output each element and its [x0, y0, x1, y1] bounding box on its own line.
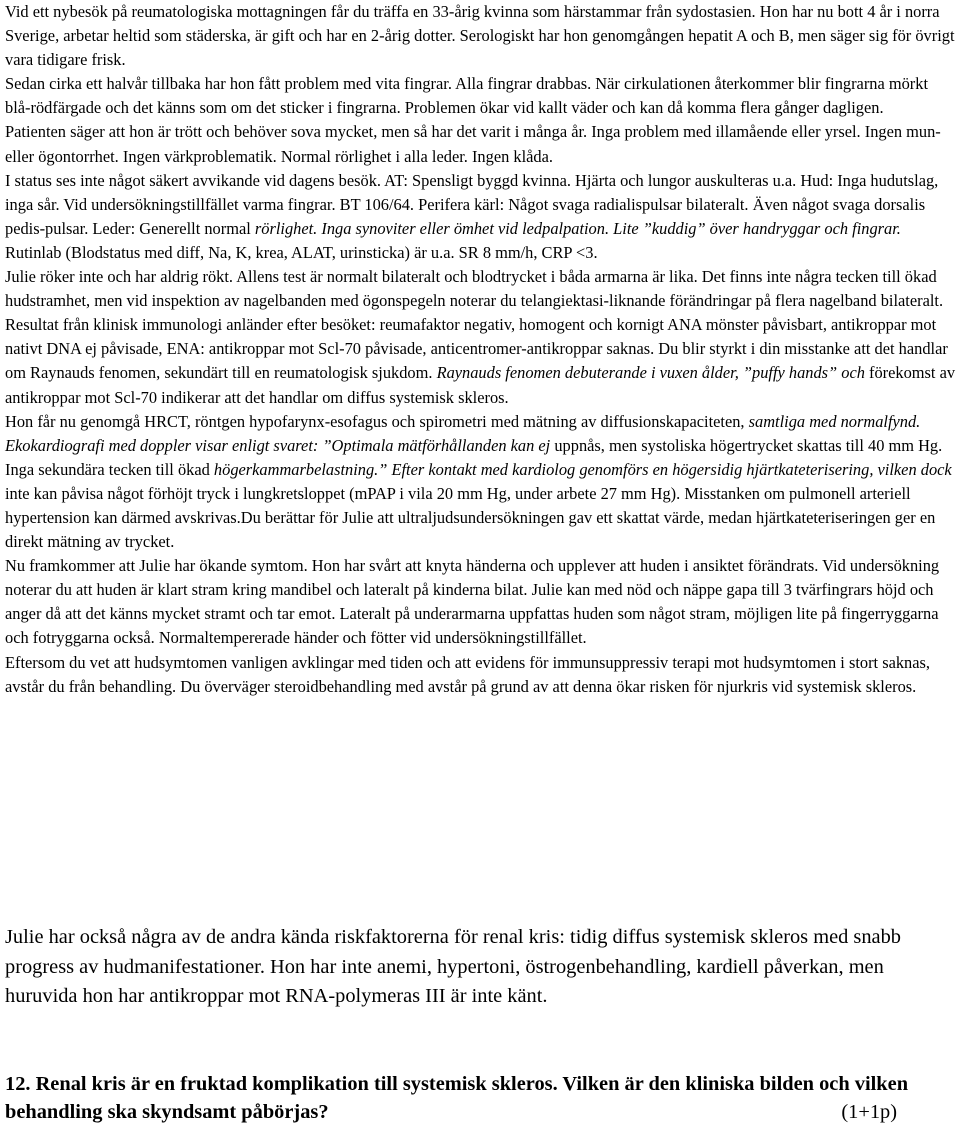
risk-factor-context: Julie har också några av de andra kända riskfaktorerna för renal kris: tidig diffus systemisk skleros med snabb progress av hudmanifestationer. Hon har inte anemi, hypertoni, östrogenbehandling, kardiell påverkan, men huruvida hon har antikroppar mot RNA-polymeras III är inte känt.: [5, 926, 901, 1008]
investigations-text-mid: uppnås, men systoliska högertrycket skattas till 40 mm Hg. Inga sekundära tecken till ökad: [5, 435, 943, 479]
question-points: (1+1p): [841, 1101, 897, 1123]
investigations-text-italic: samtliga med normalfynd. Ekokardiografi med doppler visar enligt svaret: ”Optimala mätförhållanden kan ej: [5, 411, 921, 455]
case-description: [5, 0, 957, 699]
case-paragraph-symptoms: Sedan cirka ett halvår tillbaka har hon fått problem med vita fingrar. Alla fingrar drabbas. När cirkulationen återkommer blir fingrarna mörkt blå-rödfärgade och det känns som om det sticker i fingrarna. Problemen ökar vid kallt väder och kan då komma flera gånger dagligen.: [5, 74, 929, 118]
investigations-text-italic-2: högerkammarbelastning.” Efter kontakt med kardiolog genomförs en högersidig hjärtkateterisering, vilken dock: [213, 459, 952, 479]
investigations-text-tail: inte kan påvisa något förhöjt tryck i lungkretsloppet (mPAP i vila 20 mm Hg, under arbete 27 mm Hg). Misstanken om pulmonell arteriell hypertension kan därmed avskrivas.Du berättar för Julie att ultraljudsundersökningen gav ett skattat värde, medan hjärtkateteriseringen ger en direkt mätning av trycket.: [5, 483, 936, 552]
status-text-italic: rörlighet. Inga synoviter eller ömhet vid ledpalpation. Lite ”kuddig” över handryggar och fingrar.: [254, 218, 901, 238]
exam-question: [5, 1070, 955, 1126]
case-paragraph-treatment: Eftersom du vet att hudsymtomen vanligen avklingar med tiden och att evidens för immunsuppressiv terapi mot hudsymtomen i stort saknas, avstår du från behandling. Du överväger steroidbehandling med avstår på grund av att denna ökar risken för njurkris vid systemisk skleros.: [5, 652, 930, 696]
case-paragraph-progression: Nu framkommer att Julie har ökande symtom. Hon har svårt att knyta händerna och upplever att huden i ansiktet förändrats. Vid undersökning noterar du att huden är klart stram kring mandibel och lateralt på kinderna bilat. Julie kan med nöd och näppe gapa till 3 tvärfingrars höjd och anger då att det känns mycket stramt och tar emot. Lateralt på underarmarna uppfattas huden som något stram, möjligen lite på fingerryggarna och fotryggarna också. Normaltempererade händer och fötter vid undersökningstillfället.: [5, 556, 940, 648]
case-text-block: [5, 0, 957, 699]
question-text: 12. Renal kris är en fruktad komplikation till systemisk skleros. Vilken är den kliniska bilden och vilken behandling ska skyndsamt påbörjas?: [5, 1073, 909, 1123]
case-paragraph-intro: Vid ett nybesök på reumatologiska mottagningen får du träffa en 33-årig kvinna som härstammar från sydostasien. Hon har nu bott 4 år i norra Sverige, arbetar heltid som städerska, är gift och har en 2-årig dotter. Serologiskt har hon genomgången hepatit A och B, men säger sig för övrigt vara tidigare frisk.: [5, 2, 955, 70]
case-paragraph-lab: Rutinlab (Blodstatus med diff, Na, K, krea, ALAT, urinsticka) är u.a. SR 8 mm/h, CRP <3.: [5, 242, 598, 262]
immunology-text: Resultat från klinisk immunologi anländer efter besöket: reumafaktor negativ, homogent och kornigt ANA mönster påvisbart, antikroppar mot nativt DNA ej påvisade, ENA: antikroppar mot Scl-70 påvisade, anticentromer-antikroppar saknas. Du blir styrkt i din misstanke att det handlar om Raynauds fenomen, sekundärt till en reumatologisk sjukdom.: [5, 315, 948, 383]
case-paragraph-history: Patienten säger att hon är trött och behöver sova mycket, men så har det varit i många år. Inga problem med illamående eller yrsel. Ingen mun- eller ögontorrhet. Ingen värkproblematik. Normal rörlighet i alla leder. Ingen klåda.: [5, 122, 941, 166]
case-paragraph-status: [5, 169, 957, 241]
case-paragraph-immunology: [5, 313, 957, 409]
immunology-text-italic: Raynauds fenomen debuterande i vuxen ålder, ”puffy hands” och: [436, 363, 865, 383]
case-paragraph-investigations: [5, 410, 957, 555]
status-text: I status ses inte något säkert avvikande vid dagens besök. AT: Spensligt byggd kvinna. Hjärta och lungor auskulteras u.a. Hud: Inga hudutslag, inga sår. Vid undersökningstillfället varma fingrar. BT 106/64. Perifera kärl: Något svaga radialispulsar bilateralt. Även något svaga dorsalis pedis-pulsar. Leder: Generellt normal: [5, 170, 939, 238]
investigations-text: Hon får nu genomgå HRCT, röntgen hypofarynx-esofagus och spirometri med mätning av diffusionskapaciteten,: [5, 411, 745, 431]
immunology-text-tail: förekomst av antikroppar mot Scl-70 indikerar att det handlar om diffus systemisk skleros.: [5, 363, 956, 407]
case-paragraph-findings: Julie röker inte och har aldrig rökt. Allens test är normalt bilateralt och blodtrycket i båda armarna är lika. Det finns inte några tecken till ökad hudstramhet, men vid inspektion av nagelbanden med ögonspegeln noterar du telangiektasi-liknande förändringar på flera nagelband bilateralt.: [5, 267, 944, 311]
